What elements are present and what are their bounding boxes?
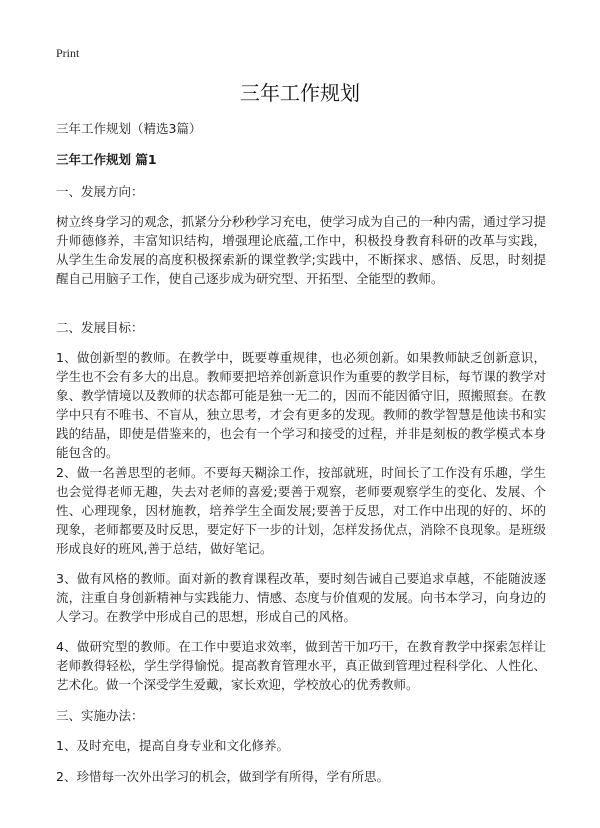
section-paragraph-direction: 树立终身学习的观念，抓紧分分秒秒学习充电，使学习成为自己的一种内需，通过学习提升师德修养，丰富知识结构，增强理论底蕴,工作中，积极投身教育科研的改革与实践，从学生生命发展的高度积极探索新的课堂教学;实践中，不断探求、感悟、反思，时刻提醒自己用脑子工作，使自己逐步成为研究型、开拓型、全能型的教师。 xyxy=(56,214,546,286)
print-link[interactable]: Print xyxy=(56,46,80,60)
document-subtitle: 三年工作规划（精选3篇） xyxy=(56,121,202,136)
section-heading-goals: 二、发展目标： xyxy=(56,320,144,335)
goal-paragraph-3: 3、做有风格的教师。面对新的教育课程改革，要时刻告诫自己要追求卓越，不能随波逐流，注重自身创新精神与实践能力、情感、态度与价值观的发展。向书本学习，向身边的人学习。在教学中形成自己的思想，形成自己的风格。 xyxy=(56,571,546,624)
page-title: 三年工作规划 xyxy=(240,81,360,105)
goal-paragraph-4: 4、做研究型的教师。在工作中要追求效率，做到苦干加巧干，在教育教学中探索怎样让老师教得轻松，学生学得愉悦。提高教育管理水平，真正做到管理过程科学化、人性化、艺术化。做一个深受学生爱戴，家长欢迎，学校放心的优秀教师。 xyxy=(56,639,546,692)
section-heading-direction: 一、发展方向： xyxy=(56,184,144,199)
goal-paragraph-1: 1、做创新型的教师。在教学中，既要尊重规律，也必须创新。如果教师缺乏创新意识，学生也不会有多大的出息。教师要把培养创新意识作为重要的教学目标，每节课的教学对象、教学情境以及教师的状态都可能是独一无二的，因而不能因循守旧，照搬照套。在教学中只有不唯书、不盲从，独立思考，才会有更多的发现。教师的教学智慧是他读书和实践的结晶，即使是借鉴来的，也会有一个学习和接受的过程，并非是刻板的教学模式本身能包含的。 xyxy=(56,350,546,460)
section-heading-methods: 三、实施办法： xyxy=(56,708,144,723)
goal-paragraph-2: 2、做一名善思型的老师。不要每天糊涂工作，按部就班，时间长了工作没有乐趣，学生也会觉得老师无趣，失去对老师的喜爱;要善于观察，老师要观察学生的变化、发展、个性、心理现象，因材施教，培养学生全面发展;要善于反思，对工作中出现的好的、坏的现象，老师都要及时反思，要定好下一步的计划，怎样发扬优点，消除不良现象。是班级形成良好的班风,善于总结，做好笔记。 xyxy=(56,465,546,556)
method-item-2: 2、珍惜每一次外出学习的机会，做到学有所得，学有所思。 xyxy=(56,769,389,784)
article-heading: 三年工作规划 篇1 xyxy=(56,152,157,167)
method-item-1: 1、及时充电，提高自身专业和文化修养。 xyxy=(56,738,289,753)
